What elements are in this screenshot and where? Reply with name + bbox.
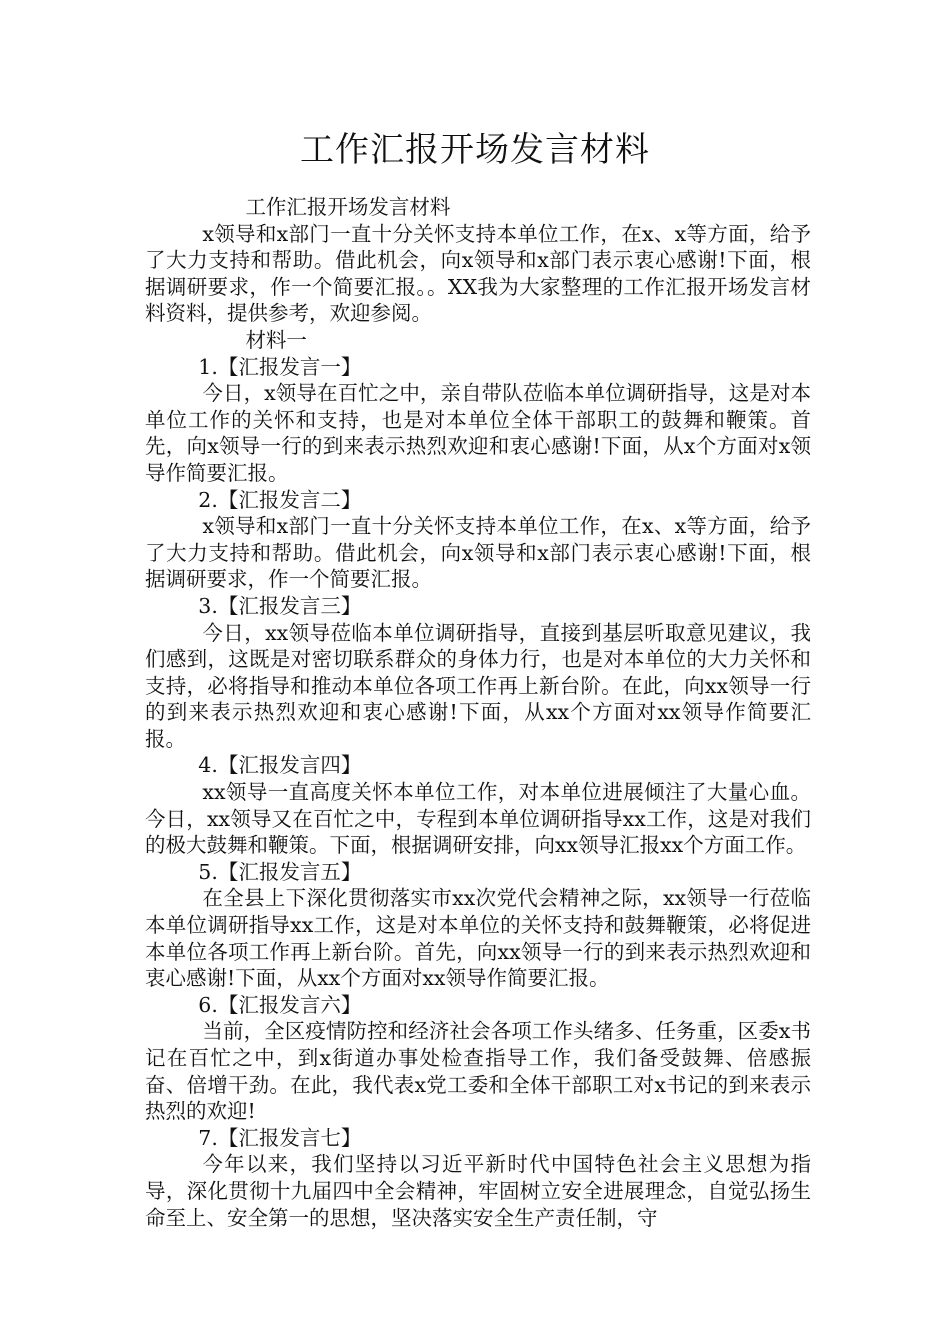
body-paragraph: 当前，全区疫情防控和经济社会各项工作头绪多、任务重，区委x书记在百忙之中，到x街道办事处检查指导工作，我们备受鼓舞、倍感振奋、倍增干劲。在此，我代表x党工委和全体干部职工对x书记的到来表示热烈的欢迎! (145, 1019, 811, 1124)
body-paragraph: 今日，xx领导莅临本单位调研指导，直接到基层听取意见建议，我们感到，这既是对密切联系群众的身体力行，也是对本单位的大力关怀和支持，必将指导和推动本单位各项工作再上新台阶。在此，向xx领导一行的到来表示热烈欢迎和衷心感谢!下面，从xx个方面对xx领导作简要汇报。 (145, 620, 811, 751)
body-paragraph: 在全县上下深化贯彻落实市xx次党代会精神之际，xx领导一行莅临本单位调研指导xx工作，这是对本单位的关怀支持和鼓舞鞭策，必将促进本单位各项工作再上新台阶。首先，向xx领导一行的到来表示热烈欢迎和衷心感谢!下面，从xx个方面对xx领导作简要汇报。 (145, 886, 811, 991)
section-heading: 7.【汇报发言七】 (198, 1125, 362, 1150)
body-paragraph: x领导和x部门一直十分关怀支持本单位工作，在x、x等方面，给予了大力支持和帮助。借此机会，向x领导和x部门表示衷心感谢!下面，根据调研要求，作一个简要汇报。。XX我为大家整理的工作汇报开场发言材料资料，提供参考，欢迎参阅。 (145, 221, 811, 326)
section-heading: 3.【汇报发言三】 (198, 593, 362, 618)
section-heading: 2.【汇报发言二】 (198, 487, 362, 512)
body-paragraph: 今年以来，我们坚持以习近平新时代中国特色社会主义思想为指导，深化贯彻十九届四中全会精神，牢固树立安全进展理念，自觉弘扬生命至上、安全第一的思想，坚决落实安全生产责任制，守 (145, 1152, 811, 1230)
document-title: 工作汇报开场发言材料 (300, 130, 650, 170)
section-heading: 6.【汇报发言六】 (198, 992, 362, 1017)
subheading: 工作汇报开场发言材料 (245, 195, 451, 219)
body-paragraph: x领导和x部门一直十分关怀支持本单位工作，在x、x等方面，给予了大力支持和帮助。借此机会，向x领导和x部门表示衷心感谢!下面，根据调研要求，作一个简要汇报。 (145, 514, 811, 592)
body-paragraph: xx领导一直高度关怀本单位工作，对本单位进展倾注了大量心血。今日，xx领导又在百忙之中，专程到本单位调研指导xx工作，这是对我们的极大鼓舞和鞭策。下面，根据调研安排，向xx领导汇报xx个方面工作。 (145, 780, 811, 858)
subheading: 材料一 (245, 327, 307, 352)
document-body (145, 194, 811, 1231)
body-paragraph: 今日，x领导在百忙之中，亲自带队莅临本单位调研指导，这是对本单位工作的关怀和支持，也是对本单位全体干部职工的鼓舞和鞭策。首先，向x领导一行的到来表示热烈欢迎和衷心感谢!下面，从x个方面对x领导作简要汇报。 (145, 381, 811, 485)
section-heading: 1.【汇报发言一】 (198, 354, 362, 379)
section-heading: 4.【汇报发言四】 (198, 753, 362, 778)
section-heading: 5.【汇报发言五】 (198, 859, 362, 884)
